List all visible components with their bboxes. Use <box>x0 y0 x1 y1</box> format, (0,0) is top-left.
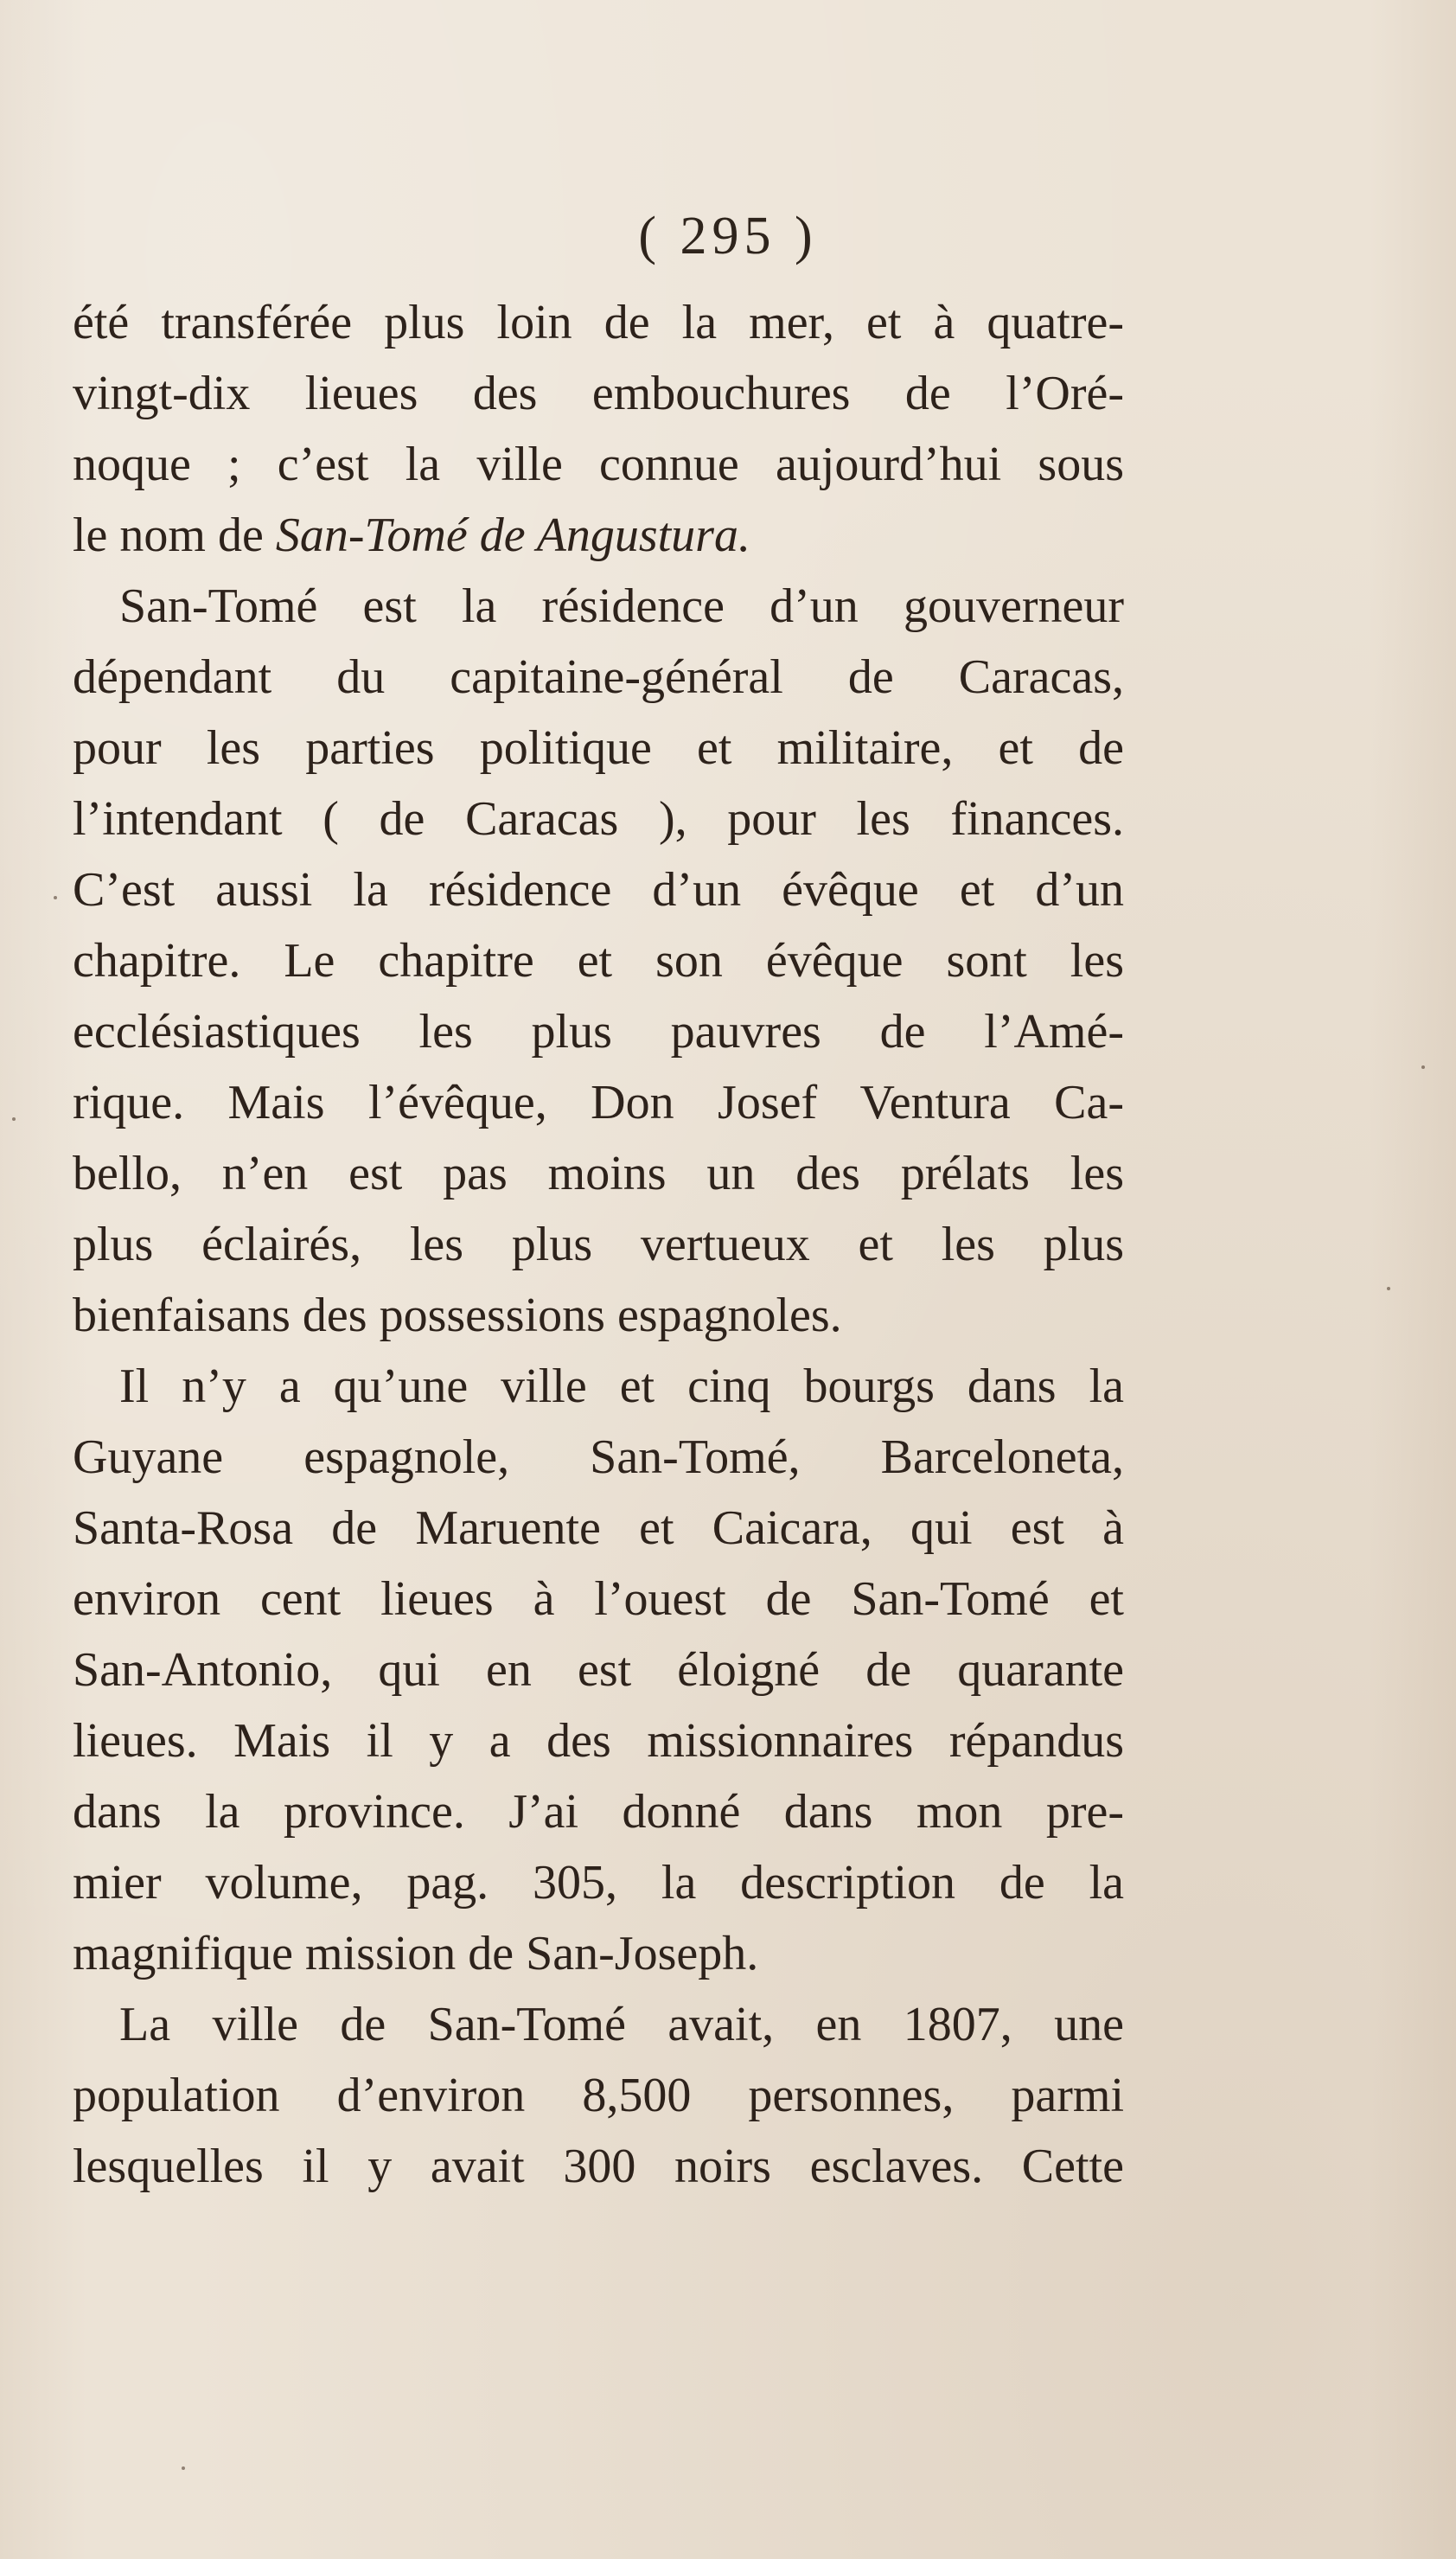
text-line: été transférée plus loin de la mer, et à quatre- <box>73 296 1124 349</box>
text-line-start: le nom de <box>73 509 276 562</box>
text-line: mier volume, pag. 305, la description de la <box>73 1856 1124 1910</box>
text-line: Santa-Rosa de Maruente et Caicara, qui est à <box>73 1501 1124 1555</box>
text-line: magnifique mission de San-Joseph. <box>73 1927 759 1980</box>
paper-speck <box>12 1117 16 1121</box>
text-line: chapitre. Le chapitre et son évêque sont les <box>73 934 1124 988</box>
paragraph-start-line: La ville de San-Tomé avait, en 1807, une <box>119 1998 1124 2051</box>
body-text <box>73 287 1124 2202</box>
page-number: ( 295 ) <box>638 207 818 265</box>
text-line: ecclésiastiques les plus pauvres de l’Amé- <box>73 1005 1124 1059</box>
text-line: San-Antonio, qui en est éloigné de quarante <box>73 1643 1124 1697</box>
text-line: lesquelles il y avait 300 noirs esclaves. Cette <box>73 2140 1124 2193</box>
paper-speck <box>54 896 57 899</box>
paper-speck <box>1387 1287 1390 1290</box>
text-line: Guyane espagnole, San-Tomé, Barceloneta, <box>73 1430 1124 1484</box>
text-line: dépendant du capitaine-général de Caracas, <box>73 650 1124 704</box>
text-line: pour les parties politique et militaire, et de <box>73 721 1124 775</box>
italic-place-name: San-Tomé de Angustura. <box>275 509 750 562</box>
text-line: bello, n’en est pas moins un des prélats les <box>73 1147 1124 1200</box>
text-line: rique. Mais l’évêque, Don Josef Ventura Ca- <box>73 1076 1124 1129</box>
text-line: lieues. Mais il y a des missionnaires répandus <box>73 1714 1124 1768</box>
text-line: environ cent lieues à l’ouest de San-Tomé et <box>73 1572 1124 1626</box>
text-line: vingt-dix lieues des embouchures de l’Oré- <box>73 367 1124 420</box>
paragraph-start-line: San-Tomé est la résidence d’un gouverneur <box>119 579 1124 633</box>
paragraph-start-line: Il n’y a qu’une ville et cinq bourgs dans la <box>119 1359 1124 1413</box>
text-line: C’est aussi la résidence d’un évêque et d’un <box>73 863 1124 917</box>
text-line: dans la province. J’ai donné dans mon pre- <box>73 1785 1124 1839</box>
text-line: noque ; c’est la ville connue aujourd’hui sous <box>73 438 1124 491</box>
paper-speck <box>182 2466 185 2470</box>
text-line: bienfaisans des possessions espagnoles. <box>73 1289 842 1342</box>
text-line: l’intendant ( de Caracas ), pour les finances. <box>73 792 1124 846</box>
paper-speck <box>1421 1065 1425 1069</box>
text-line: population d’environ 8,500 personnes, parmi <box>73 2069 1124 2122</box>
text-line <box>73 500 1124 571</box>
text-line: plus éclairés, les plus vertueux et les plus <box>73 1218 1124 1271</box>
